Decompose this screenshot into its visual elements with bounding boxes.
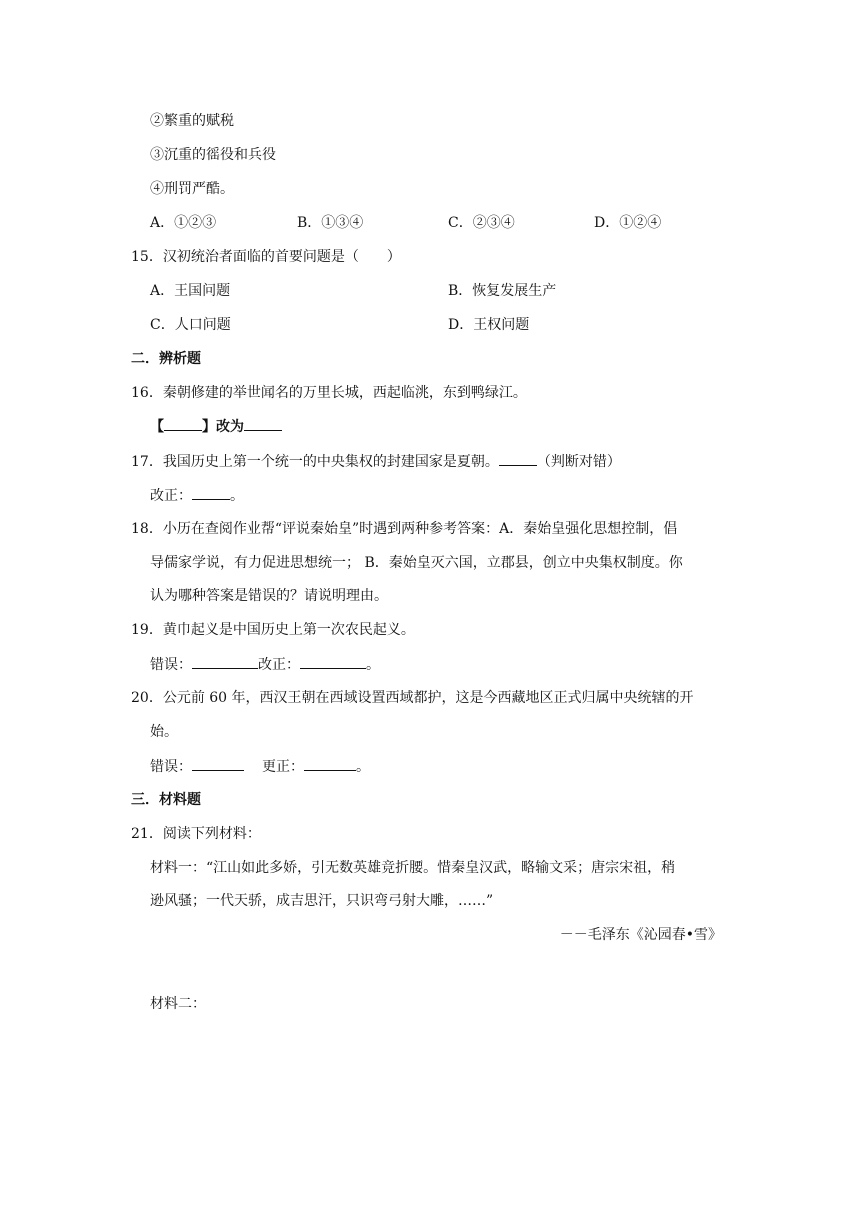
- q19-period: 。: [366, 657, 380, 673]
- q15-stem: 15．汉初统治者面临的首要问题是（ ）: [131, 249, 401, 265]
- q21-material2-label: 材料二：: [150, 996, 206, 1012]
- q21-material1-line-2: 逊风骚；一代天骄，成吉思汗，只识弯弓射大雕，……”: [150, 893, 494, 909]
- q15-option-c[interactable]: C．人口问题: [150, 317, 231, 333]
- q20-line-2: 始。: [150, 724, 178, 740]
- q17-correct-line: [150, 485, 244, 506]
- q20-error-blank[interactable]: [192, 756, 244, 771]
- q18-line-2: 导儒家学说，有力促进思想统一； B．秦始皇灭六国，立郡县，创立中央集权制度。你: [150, 555, 683, 571]
- q15-option-b[interactable]: B．恢复发展生产: [448, 283, 557, 299]
- q16-blank-2[interactable]: [244, 416, 282, 431]
- section-2-title: 二．辨析题: [131, 351, 201, 367]
- q20-line-1: 20．公元前 60 年，西汉王朝在西域设置西域都护，这是今西藏地区正式归属中央统辖的开: [131, 690, 694, 706]
- q19-answer-line: [150, 654, 380, 675]
- section-3-title: 三．材料题: [131, 792, 201, 808]
- q15-option-a[interactable]: A．王国问题: [150, 283, 231, 299]
- q16-answer-line: [150, 416, 282, 437]
- q14-option-d[interactable]: D．①②④: [594, 215, 662, 231]
- q16-stem: 16．秦朝修建的举世闻名的万里长城，西起临洮，东到鸭绿江。: [131, 385, 527, 401]
- q17-correct-blank[interactable]: [192, 485, 230, 500]
- q16-blank-1[interactable]: [164, 416, 202, 431]
- q20-correct-blank[interactable]: [304, 756, 356, 771]
- q20-period: 。: [356, 759, 370, 775]
- q15-option-d[interactable]: D．王权问题: [448, 317, 530, 333]
- q16-bracket-close: 】改为: [202, 419, 244, 435]
- q17-stem: 17．我国历史上第一个统一的中央集权的封建国家是夏朝。: [131, 454, 499, 470]
- q14-item-3: ③沉重的徭役和兵役: [150, 147, 276, 163]
- q14-item-4: ④刑罚严酷。: [150, 181, 234, 197]
- q14-option-a[interactable]: A．①②③: [150, 215, 217, 231]
- q16-bracket-open: 【: [150, 419, 164, 435]
- q19-error-blank[interactable]: [192, 654, 258, 669]
- q14-item-2: ②繁重的赋税: [150, 113, 234, 129]
- q14-option-c[interactable]: C．②③④: [448, 215, 515, 231]
- q19-stem: 19．黄巾起义是中国历史上第一次农民起义。: [131, 622, 415, 638]
- q17-judge: （判断对错）: [536, 454, 621, 470]
- q17-blank[interactable]: [499, 451, 537, 466]
- q21-source: －－毛泽东《沁园春•雪》: [559, 927, 722, 943]
- q20-error-label: 错误：: [150, 759, 192, 775]
- q18-line-3: 认为哪种答案是错误的？请说明理由。: [150, 588, 388, 604]
- q14-option-b[interactable]: B．①③④: [297, 215, 364, 231]
- q20-correct-label: 更正：: [262, 759, 304, 775]
- q17-correct-label: 改正：: [150, 488, 192, 504]
- q21-stem: 21．阅读下列材料：: [131, 826, 261, 842]
- q19-error-label: 错误：: [150, 657, 192, 673]
- q20-answer-line: [150, 756, 370, 777]
- q19-correct-label: 改正：: [258, 657, 300, 673]
- q17-period: 。: [230, 488, 244, 504]
- q21-material1-line-1: 材料一：“江山如此多娇，引无数英雄竞折腰。惜秦皇汉武，略输文采；唐宗宋祖，稍: [150, 860, 676, 876]
- q18-line-1: 18．小历在查阅作业帮“评说秦始皇”时遇到两种参考答案：A．秦始皇强化思想控制，倡: [131, 521, 678, 537]
- q17-line: [131, 451, 621, 472]
- q19-correct-blank[interactable]: [300, 654, 366, 669]
